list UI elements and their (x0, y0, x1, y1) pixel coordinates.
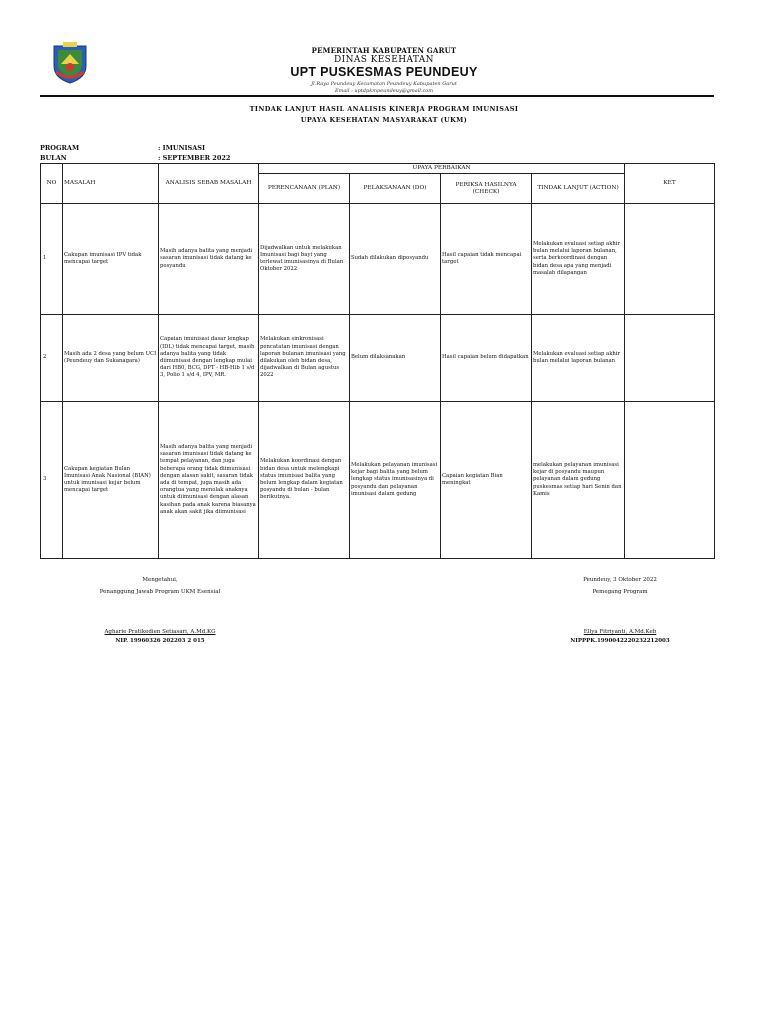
cell-analisis: Masih adanya balita yang menjadi sasaran imunisasi tidak datang ke tempat pelayanan, dan juga beberapa orang tidak diimunisasi dengan alasan sakit, sasaran tidak ada di tempat, juga masih ada orangtua yang menolak anaknya untuk diimunisasi dengan alasan kasihan pada anak karena biasanya anak akan sakit jika diimunisasi (159, 402, 259, 559)
table-row (41, 402, 715, 559)
table-row (41, 315, 715, 402)
cell-no: 2 (41, 315, 63, 402)
cell-tindak: Melakukan evaluasi setiap akhir bulan melalui laporan bulanan (532, 315, 625, 402)
signature-right-id: NIPPPK.1990042220232212003 (570, 638, 670, 644)
cell-masalah: Cakupan kegiatan Bulan Imunisasi Anak Nasional (BIAN) untuk imunisasi kejar belum mencapai target (63, 402, 159, 559)
letterhead-institution: UPT PUSKESMAS PEUNDEUY (290, 65, 478, 79)
cell-ket (625, 204, 715, 315)
signature-right-name: Ellya Fitriyanti, A.Md.Keb (583, 629, 657, 635)
cell-pelaksanaan: Sudah dilakukan diposyandu (350, 204, 441, 315)
cell-no: 3 (41, 402, 63, 559)
month-label: BULAN (40, 154, 67, 162)
letterhead-email: Email : uptdpkmpeundeuy@gmail.com (334, 88, 434, 94)
cell-masalah: Cakupan imunisasi IPV tidak mencapai target (63, 204, 159, 315)
signature-right-date: Peundeuy, 3 Oktober 2022 (583, 577, 657, 583)
month-value: : SEPTEMBER 2022 (158, 154, 231, 162)
cell-perencanaan: Dijadwalkan untuk melakukan Imunisasi bagi bayi yang terlewat imunisasinya di Bulan Oktober 2022 (259, 204, 350, 315)
cell-periksa: Capaian kegiatan Bian meningkat (441, 402, 532, 559)
header-no: NO (41, 164, 63, 204)
cell-no: 1 (41, 204, 63, 315)
cell-pelaksanaan: Belum dilaksanakan (350, 315, 441, 402)
signature-left-name: Agharie Pratikedien Setiasari, A.Md.KG (104, 629, 216, 635)
cell-perencanaan: Melakukan koordinasi dengan bidan desa untuk melengkapi status imunisasi balita yang belum lengkap dalam kegiatan posyandu di bulan - bulan berikutnya. (259, 402, 350, 559)
header-upaya: UPAYA PERBAIKAN (259, 164, 625, 174)
program-value: : IMUNISASI (158, 144, 206, 152)
header-masalah: MASALAH (63, 164, 159, 204)
header-pelaksanaan: PELAKSANAAN (DO) (350, 174, 441, 204)
header-analisis: ANALISIS SEBAB MASALAH (159, 164, 259, 204)
cell-analisis: Capaian imunisasi dasar lengkap (IDL) tidak mencapai target, masih adanya balita yang tidak diimunisasi dengan lengkap mulai dari HB0, BCG, DPT - HB-Hib 1 s/d 3, Polio 1 s/d 4, IPV, MR. (159, 315, 259, 402)
cell-ket (625, 315, 715, 402)
letterhead-government: PEMERINTAH KABUPATEN GARUT (311, 46, 457, 55)
header-perencanaan: PERENCANAAN (PLAN) (259, 174, 350, 204)
signature-left-role: Penanggung Jawab Program UKM Esensial (99, 589, 221, 595)
signature-left-id: NIP. 19960326 202203 2 015 (115, 638, 205, 644)
table-row (41, 204, 715, 315)
signature-right-role: Pemegang Program (592, 589, 648, 595)
cell-periksa: Hasil capaian belum didapatkan (441, 315, 532, 402)
header-tindak: TINDAK LANJUT (ACTION) (532, 174, 625, 204)
cell-ket (625, 402, 715, 559)
analysis-table (40, 163, 715, 559)
cell-tindak: Melakukan evaluasi setiap akhir bulan melalui laporan bulanan, serta berkoordinasi dengan bidan desa apa yang menjadi masalah dilapangan (532, 204, 625, 315)
letterhead-divider (40, 95, 714, 97)
document-title: TINDAK LANJUT HASIL ANALISIS KINERJA PROGRAM IMUNISASI (249, 105, 519, 113)
letterhead-address: Jl.Raya Peundeuy Kecamatan Peundeuy Kabupaten Garut (311, 81, 457, 87)
document-subtitle: UPAYA KESEHATAN MASYARAKAT (UKM) (300, 116, 468, 124)
header-ket: KET (625, 164, 715, 204)
cell-tindak: melakukan pelayanan imunisasi kejar di posyandu maupun pelayanan dalam gedung puskesmas setiap hari Senin dan Kamis (532, 402, 625, 559)
cell-perencanaan: Melakukan sinkronisasi pencatatan imunisasi dengan laporan bulanan imunisasi yang dilakukan oleh bidan desa, dijadwalkan di Bulan agustus 2022 (259, 315, 350, 402)
header-periksa: PERIKSA HASILNYA (CHECK) (441, 174, 532, 204)
cell-analisis: Masih adanya balita yang menjadi sasaran imunisasi tidak datang ke posyandu (159, 204, 259, 315)
cell-pelaksanaan: Melakukan pelayanan imunisasi kejar bagi balita yang belum lengkap status imunisasinya di posyandu dan pelayanan imunisasi dalam gedung (350, 402, 441, 559)
letterhead-department: DINAS KESEHATAN (334, 55, 434, 65)
program-label: PROGRAM (40, 144, 80, 152)
cell-periksa: Hasil capaian tidak mencapai target (441, 204, 532, 315)
signature-left-acknowledged: Mengetahui, (142, 577, 178, 583)
cell-masalah: Masih ada 2 desa yang belum UCI (Peundeuy dan Sukanagara) (63, 315, 159, 402)
